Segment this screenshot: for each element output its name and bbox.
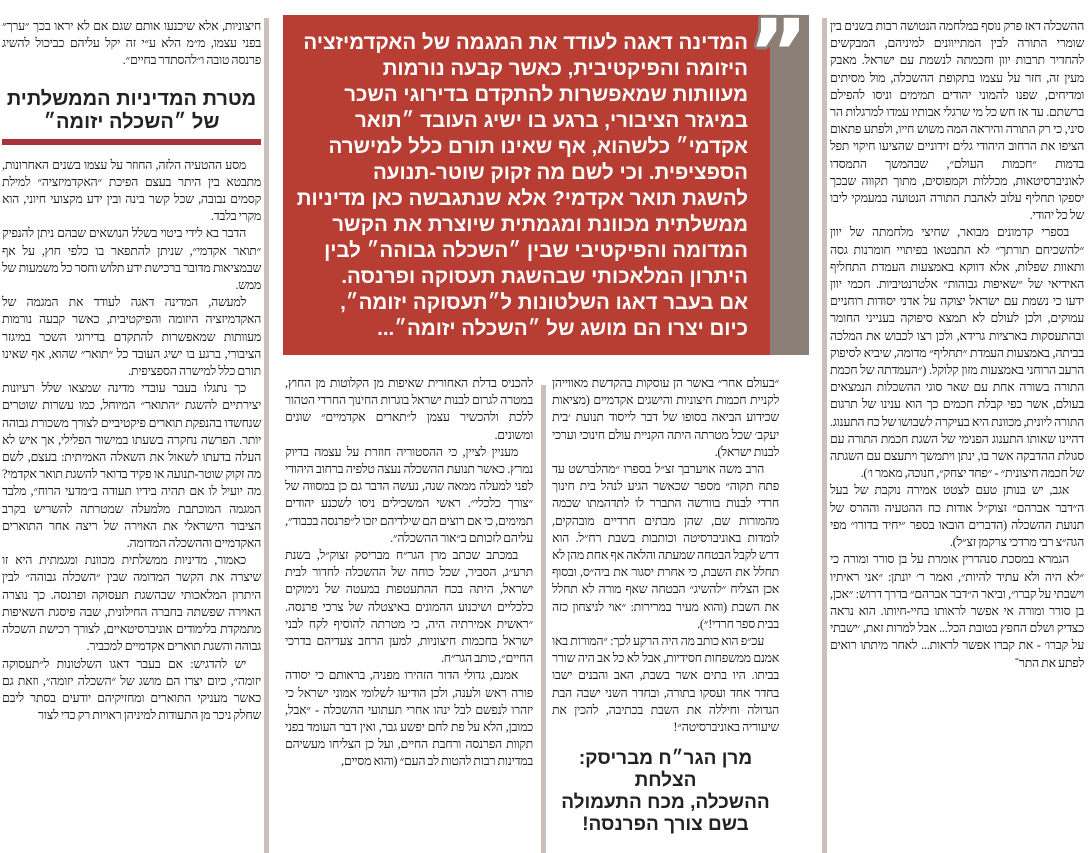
- paragraph: הדבר בא לידי ביטוי בשלל הנושאים שבהם ניתן להנפיק ״תואר אקדמי״, שניתן להתפאר בו כלפי חוץ, על אף שבמציאות מדובר ברכישת ידע תלוש וחסר כל משמעות של ממש.: [2, 226, 261, 293]
- paragraph: הגמרא במסכת סנהדרין אומרת על בן סורר ומורה כי ״לא היה ולא עתיד להיות״, ואמר ר׳ יונתן: ״אני ראיתיו וישבתי על קברו״, וביאר ה״דבר אברהם״ בדרך דרוש: ״אכן, בן סורר ומורה אי אפשר לראותו בחיי-חיותו. הוא נראה כצדיק ושלם החפץ בטובת הכל... אבל למרות זאת, ׳ישבתי על קברו׳ - את קברו אפשר לראות... לאחר מיתתו רואים לפתע את התר־: [830, 552, 1084, 670]
- paragraph: אמנם, גדולי הדור הזהירו מפניה, בראותם כי יסודה פורה ראש ולענה, ולכן הודיעו לשלומי אמוני ישראל כי יזהרו לנפשם לבל ינהו אחרי תעתועי ההשכלה - ״אבל, כמובן, הלא על פת לחם יפשע גבר, ואין דבר העומד בפני תקוות הפרנסה ורחבת החיים, ועל כן הצליחו מעשיהם במדינות רבות להטות לב העם״ (והוא מסיים,: [285, 668, 533, 769]
- paragraph: עכ״פ הוא כותב מה היה הרקע לכך: ״המורות באו אמנם ממשפחות חסידיות, אבל לא כל אב היה שורר בביתו. היו בתים אשר בשבת, האב והבנים ישבו בחדר אחד ועסקו בתורה, ובחדר השני ישבה הבת הגדולה וחיללה את השבת בכתיבה, להכין את שיעוריה באוניברסיטה״!: [552, 634, 779, 735]
- pull-quote-line: היתרון המלאכותי שבהשגת תעסוקה ופרנסה.: [341, 265, 748, 288]
- paragraph: מסע ההטעיה הלזה, החוזר על עצמו בשנים האחרונות, מתבטא בין היתר בעצם הפיכת ״האקדמיזציה״ למילת קסמים נבובה, שכל קשר בינה ובין ידע מקצועי חיוני, הוא מקרי בלבד.: [2, 157, 261, 224]
- pull-quote-line: היזומה והפיקטיבית, כאשר קבעה נורמות: [382, 57, 748, 80]
- subheading-line: בשם צורך הפרנסה!: [582, 814, 749, 836]
- pull-quote-line: מעוותות שמאפשרות להתקדם בדירוגי השכר: [344, 83, 748, 106]
- paragraph: ההשכלה דאז פרק נוסף במלחמה הנטושה רבות בשנים בין שומרי התורה לבין המתייוונים למיניהם, המבקשים להחדיר תרבות יוון וחכמתה לנשמת עם ישראל. מאבק מעין זה, חזר על עצמו בתקופת ההשכלה, מול מסיתים ומדיחים, שפנו להמוני יהודים תמימים וניסו להפילם ברשתם. עד אז חש כל מי שרגלי אבותיו עמדו למרגלות הר סיני, כי רק התורה והיראה המה משוש חייו, ולפתע פתאום הציפו את הרחוב היהודי גלים זידוניים שהציעו חיקוי תפל בדמות ״חכמות העולם״, שבהמשך התמסדו לאוניברסיטאות, מכללות וקמפוסים, מתוך תקווה שבכך יספקו תחליף עלוב לאהבת התורה הנטועה במעמקי ליבו של כל יהודי.: [830, 19, 1084, 223]
- paragraph: כך נתגלו בעבר עובדי מדינה שמצאו שלל רעיונות יצירתיים להשגת ״התואר״ המיוחל, כמו עשרות שוטרים שנחשדו בהנפקת תוארים פיקטיביים לצורך משכורת גבוהה יותר. הפרשה נחקרה בשעתו במישור הפלילי, אך איש לא העלה בדעתו לשאול את השאלה האמיתית: בעצם, לשם מה זקוק שוטר-תנועה או פקיד בדואר להשגת תואר אקדמי? מה יועיל לו אם תהיה בידיו תעודה ב״מדעי הרוח״, מלבד המגמה המוכתבת מלמעלה שמטרתה להשריש בקרב הציבור הישראלי את האוירה של ריצה אחר התוארים האקדמיים וההשכלה המדומה.: [2, 381, 261, 551]
- article-column-3: [285, 375, 533, 771]
- section-subheading: [552, 748, 779, 836]
- article-column-right: [830, 18, 1084, 672]
- paragraph: להכניס בדלת האחורית שאיפות מן הקלוטות מן החוץ, במטרה לגרום לבנות ישראל בוגרות החינוך החרדי הטהור ללכת ולהכשיר עצמן ל״תארים אקדמיים״ שונים ומשונים.: [285, 376, 533, 442]
- paragraph: יש להדגיש: אם בעבר דאגו השלטונות ל״תעסוקה יזומה״, כיום יצרו הם מושג של ״השכלה יזומה״, וזאת גם כאשר מעניקי התוארים ומחזיקיהם יודעים בסתר ליבם שחלק ניכר מן התעודות למיניהן ראויות רק כדי לצור: [2, 656, 261, 723]
- paragraph: חיצוניות, אלא שיכנעו אותם שגם אם לא יראו בכך ״ערך״ בפני עצמו, מ״מ הלא ע״י זה יקל עליהם כביכול להשיג פרנסה טובה ו״להסתדר בחיים״.: [2, 19, 261, 68]
- subheading-line: של ״השכלה יזומה״: [43, 110, 220, 133]
- pull-quote-line: כיום יצרו הם מושג של ״השכלה יזומה״...: [377, 317, 748, 340]
- subheading-line: מטרת המדיניות הממשלתית: [6, 87, 257, 110]
- article-column-2: [552, 375, 779, 836]
- heading-underline-bar: [2, 139, 261, 145]
- column-separator: [822, 18, 827, 853]
- article-column-left: [2, 18, 261, 724]
- paragraph: הרב משה אויערבך זצ״ל בספרו ״מהלברשט עד פתח תקוה״ מספר שכאשר הגיע לנהל בית חינוך חרדי לבנות בוורשה התברר לו לתדהמתו שכמה מהמורות שם, שהן מבתים חרדיים מובהקים, לומדות באוניברסיטה וכותבות בשבת רח״ל. הוא דרש לקבל הבטחה שמעתה והלאה אף אחת מהן לא תחלל את השבת, כי אחרת יסגור את ביה״ס, ובסוף אכן הצליח ״להשיג״ הבטחה שאף מורה לא תחלל את השבת (והוא מעיר במרירות: ״אוי לניצחון כזה בבית ספר חרדי!״).: [552, 462, 779, 631]
- pull-quote-line: המדינה דאגה לעודד את המגמה של האקדמיזציה: [303, 31, 748, 54]
- pull-quote-line: אקדמי״ כלשהוא, אף שאינו תורם כלל למישרה: [328, 135, 748, 158]
- pull-quote-line: במיגזר הציבורי, ברגע בו ישיג העובד ״תואר: [354, 109, 748, 132]
- pull-quote-line: ממשלתית מכוונת ומגמתית שיוצרת את הקשר: [332, 213, 748, 236]
- paragraph: למעשה, המדינה דאגה לעודד את המגמה של האקדמיזציה היזומה והפיקטיבית, כאשר קבעה נורמות מעוותות שמאפשרות להתקדם בדירוגי השכר במיגזר הציבורי, ברגע בו ישיג העובד כל ״תואר״ שהוא, אף שאינו תורם כלל למישרה הספציפית.: [2, 295, 261, 379]
- quotation-mark-icon: ”: [748, 0, 809, 107]
- paragraph: מעניין לציין, כי ההסטוריה חוזרת על עצמה בדיוק נמרץ. כאשר תנועת ההשכלה נעצה טלפיה ברחוב היהודי לפני למעלה ממאה שנה, נעשה הדבר גם כן במסווה של ״צורך כלכלי״. ראשי המשכילים ניסו לשכנע יהודים תמימים, כי אם רוצים הם שילדיהם יזכו ל״פרנסה בכבוד״, עליהם לזכותם ב״אור ההשכלה״.: [285, 444, 533, 545]
- pull-quote-text: [296, 30, 748, 342]
- paragraph: בספרי קדמונים מבואר, שחיצי מלחמתה של יוון ״להשכיחם תורתך״ לא התבטאו בפיתויי חומרנות גסה ותאוות שפלות, אלא דווקא באמצעות העמדת התחליף האידיאי של ״שאיפות גבוהות״ אלטרנטיביות. חכמי יוון ידעו כי נשמת עם ישראל יצוקה על אדני יסודות רוחניים עמוקים, ולכן לעולם לא תמצא סיפוקה בענייני החומר ובהתעסקות בארציות גרידא, ולכן רצו לכבוש את המלכה בביתה, באמצעות העמדת ״תחליף״ מדומה, שיביא לסיפוק הרעב הרוחני באמצעות מזון קלוקל. (״העמדתה של חכמת התורה בשורה אחת עם שאר סוגי ההשכלות הנמצאים בעולם, אשר כפי קבלת חכמים כך הוא ענינו של תרגום התורה ליונית, מכוונת היא בעיקרה לשבושו של כח התענוג. דהיינו שאותו התענוג הפנימי של השגת חכמת התורה עם סגולת ההדבקה אשר בו, ינתן ויתמשך ויתעצם עם השגתה של חכמה חיצונית״ - ״פחד יצחק״, חנוכה, מאמר ו׳).: [830, 225, 1084, 481]
- paragraph: במכתב שכתב מרן הגר״ח מבריסק זצוק״ל, בשנת תרע״ג, הסביר, שכל כוחה של ההשכלה לחדור לבית ישראל, היתה בכח ההתעטפות במעטה של נימוקים כלכליים ושיכנוע ההמונים באיצטלה של צרכי פרנסה. ״ראשית אמירתיה היה, כי מטרתה להוסיף לקח לבני ישראל בחכמות חיצוניות, למען הרחב צעדיהם בדרכי החיים״, כותב הגר״ח.: [285, 548, 533, 666]
- paragraph: ״בעולם אחר״ באשר הן עוסקות בהקדשת מאווייהן לקניית חכמות חיצוניות והישגים אקדמיים (מציאות שכידוע הביאה בסופו של דבר לייסוד תנועת ׳בית יעקב׳ שכל מטרתה היתה הקניית עולם חינוכי וערכי לבנות ישראל).: [552, 376, 779, 459]
- subheading-line: מרן הגר״ח מבריסק: הצלחת: [578, 748, 753, 792]
- paragraph: כאמור, מדיניות ממשלתית מכוונת ומגמתית היא זו שיצרה את הקשר המדומה שבין ״השכלה גבוהה״ לבין היתרון המלאכותי שבהשגת תעסוקה ופרנסה. כך נוצרה האוירה שפשתה בחברה החילונית, שבה פיסגת השאיפות מתמקדת בלימודים אוניברסיטאיים, לצורך רכישת השכלה גבוהה והשגת תוארים אקדמיים למכביר.: [2, 553, 261, 654]
- pull-quote-line: המדומה והפיקטיבי שבין ״השכלה גבוהה״ לבין: [324, 239, 748, 262]
- paragraph: אגב, יש בנותן טעם לצטט אמירה נוקבת של בעל ה״דבר אברהם״ זצוק״ל אודות כח ההטעיה וההרס של תנועת ההשכלה (הדברים הובאו בספר ״יחיד בדורו״ מפי הגה״צ רבי מרדכי צרקמן זצ״ל).: [830, 483, 1084, 550]
- pull-quote-line: להשגת תואר אקדמי? אלא שנתגבשה כאן מדיניות: [296, 187, 748, 210]
- column-separator: [264, 18, 269, 853]
- pull-quote-line: הספציפית. וכי לשם מה זקוק שוטר-תנועה: [372, 161, 748, 184]
- section-subheading: [2, 88, 261, 134]
- subheading-line: ההשכלה, מכח התעמולה: [561, 792, 770, 814]
- pull-quote-line: אם בעבר דאגו השלטונות ל״תעסוקה יזומה״,: [340, 291, 748, 314]
- column-separator: [541, 385, 546, 853]
